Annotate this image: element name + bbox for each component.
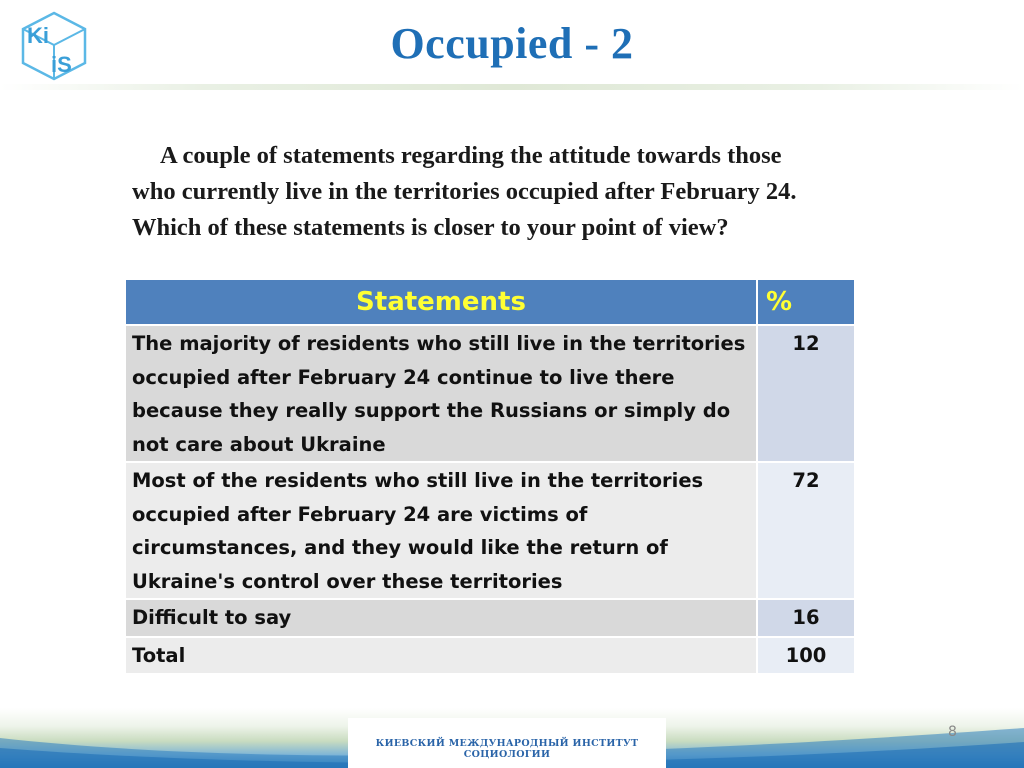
institute-name: КИЕВСКИЙ МЕЖДУНАРОДНЫЙ ИНСТИТУТ СОЦИОЛОГИИ bbox=[375, 738, 639, 760]
statements-table bbox=[126, 280, 856, 675]
statement-cell: Most of the residents who still live in the territories occupied after February 24 are victims of circumstances, and they would like the return of Ukraine's control over these territories bbox=[126, 463, 758, 600]
column-header-statements: Statements bbox=[126, 280, 758, 326]
table-header-row bbox=[126, 280, 856, 326]
percent-cell: 100 bbox=[758, 638, 856, 676]
statement-cell: Total bbox=[126, 638, 758, 676]
table-row bbox=[126, 600, 856, 638]
percent-cell: 16 bbox=[758, 600, 856, 638]
svg-text:iS: iS bbox=[51, 52, 72, 77]
page-title: Occupied - 2 bbox=[390, 19, 634, 68]
table-row bbox=[126, 463, 856, 600]
percent-cell: 72 bbox=[758, 463, 856, 600]
percent-cell: 12 bbox=[758, 326, 856, 463]
svg-text:Ki: Ki bbox=[27, 23, 49, 48]
question-text: A couple of statements regarding the attitude towards those who currently live in the territories occupied after February 24. Which of these statements is closer to your point of view? bbox=[132, 142, 797, 241]
statement-cell: Difficult to say bbox=[126, 600, 758, 638]
statement-cell: The majority of residents who still live in the territories occupied after February 24 continue to live there because they really support the Russians or simply do not care about Ukraine bbox=[126, 326, 758, 463]
table-row bbox=[126, 638, 856, 676]
column-header-percent: % bbox=[758, 280, 856, 326]
table-row bbox=[126, 326, 856, 463]
page-number: 8 bbox=[948, 724, 957, 740]
header-divider bbox=[0, 84, 1024, 90]
